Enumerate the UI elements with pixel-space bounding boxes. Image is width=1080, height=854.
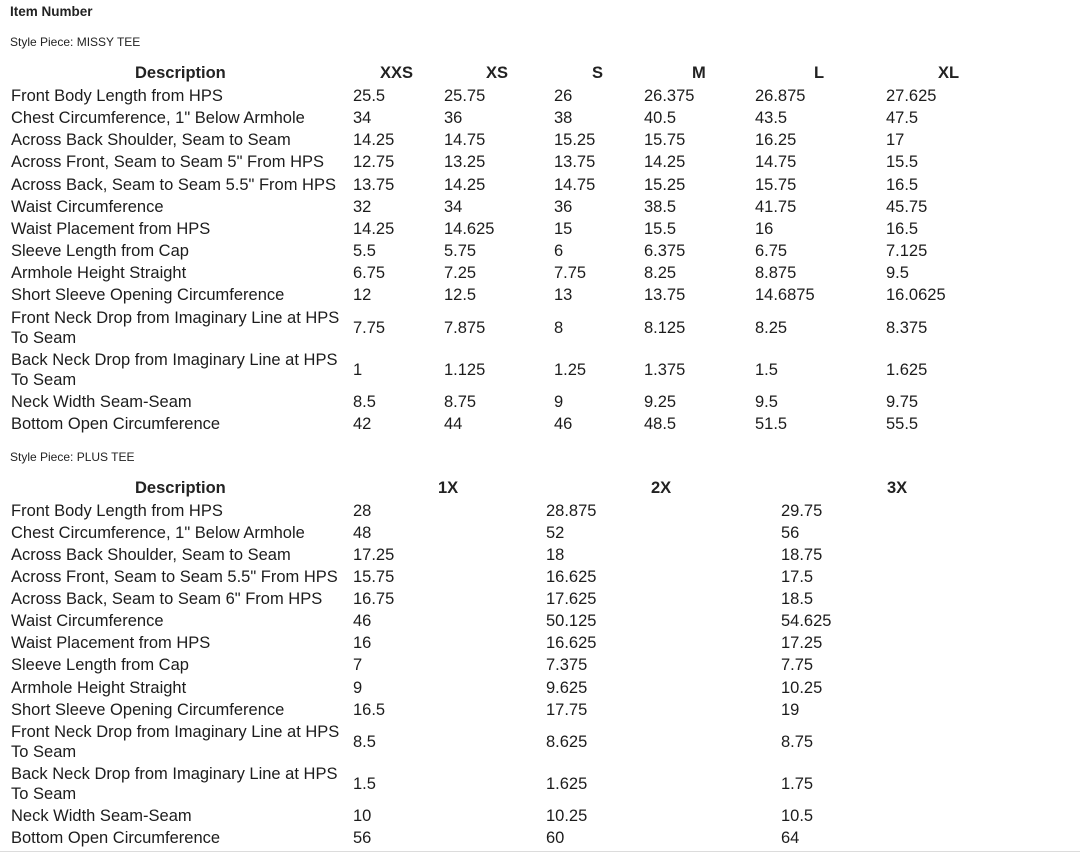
row-value: 56 (353, 829, 372, 847)
row-value: 15.75 (353, 568, 395, 586)
row-value: 12.75 (353, 153, 395, 171)
row-value: 15.75 (755, 176, 797, 194)
row-value: 14.75 (755, 153, 797, 171)
row-value: 1.375 (644, 361, 686, 379)
row-description: Waist Circumference (11, 612, 164, 630)
row-value: 1.625 (546, 775, 588, 793)
row-value: 9.5 (886, 264, 909, 282)
row-value: 6.75 (755, 242, 788, 260)
row-value: 36 (444, 109, 463, 127)
row-value: 27.625 (886, 87, 937, 105)
row-value: 15.25 (644, 176, 686, 194)
row-value: 60 (546, 829, 565, 847)
row-value: 34 (444, 198, 463, 216)
row-value: 5.5 (353, 242, 376, 260)
row-value: 8 (554, 319, 564, 337)
row-description: Front Neck Drop from Imaginary Line at HPS To Seam (11, 309, 340, 347)
row-value: 8.125 (644, 319, 686, 337)
row-value: 13.25 (444, 153, 486, 171)
row-value: 14.75 (554, 176, 596, 194)
row-value: 10.25 (781, 679, 823, 697)
row-value: 16.75 (353, 590, 395, 608)
row-value: 7.75 (554, 264, 587, 282)
row-value: 9.5 (755, 393, 778, 411)
row-description: Armhole Height Straight (11, 264, 187, 282)
row-value: 8.625 (546, 733, 588, 751)
missy-header-s: S (592, 64, 604, 82)
row-value: 1.5 (353, 775, 376, 793)
row-value: 41.75 (755, 198, 797, 216)
row-description: Front Body Length from HPS (11, 502, 223, 520)
row-value: 13 (554, 286, 573, 304)
row-value: 8.875 (755, 264, 797, 282)
row-value: 15.5 (644, 220, 677, 238)
row-description: Across Back Shoulder, Seam to Seam (11, 131, 291, 149)
plus-style-piece: Style Piece: PLUS TEE (10, 450, 135, 464)
row-value: 46 (554, 415, 573, 433)
row-value: 12 (353, 286, 372, 304)
row-value: 5.75 (444, 242, 477, 260)
row-value: 29.75 (781, 502, 823, 520)
row-value: 7.125 (886, 242, 928, 260)
row-value: 9.25 (644, 393, 677, 411)
row-description: Waist Circumference (11, 198, 164, 216)
row-description: Bottom Open Circumference (11, 829, 221, 847)
row-value: 14.25 (353, 131, 395, 149)
row-value: 13.75 (353, 176, 395, 194)
row-value: 1.5 (755, 361, 778, 379)
row-description: Neck Width Seam-Seam (11, 807, 192, 825)
row-value: 9 (353, 679, 363, 697)
row-value: 25.75 (444, 87, 486, 105)
row-value: 10.5 (781, 807, 814, 825)
row-value: 32 (353, 198, 372, 216)
row-description: Back Neck Drop from Imaginary Line at HPS To Seam (11, 765, 338, 803)
row-description: Sleeve Length from Cap (11, 656, 189, 674)
row-value: 48.5 (644, 415, 677, 433)
row-value: 12.5 (444, 286, 477, 304)
row-value: 1.75 (781, 775, 814, 793)
row-value: 26.375 (644, 87, 695, 105)
row-description: Front Neck Drop from Imaginary Line at HPS To Seam (11, 723, 340, 761)
row-value: 52 (546, 524, 565, 542)
row-value: 26 (554, 87, 573, 105)
row-value: 6.75 (353, 264, 386, 282)
row-value: 19 (781, 701, 800, 719)
row-value: 6 (554, 242, 564, 260)
row-value: 8.5 (353, 733, 376, 751)
row-value: 47.5 (886, 109, 919, 127)
row-value: 38 (554, 109, 573, 127)
row-value: 7.25 (444, 264, 477, 282)
row-value: 1.625 (886, 361, 928, 379)
row-value: 7.75 (353, 319, 386, 337)
row-value: 48 (353, 524, 372, 542)
missy-header-xs: XS (486, 64, 509, 82)
row-description: Across Back, Seam to Seam 5.5" From HPS (11, 176, 336, 194)
row-value: 13.75 (554, 153, 596, 171)
row-value: 9.625 (546, 679, 588, 697)
row-value: 1 (353, 361, 363, 379)
row-description: Neck Width Seam-Seam (11, 393, 192, 411)
row-description: Waist Placement from HPS (11, 220, 211, 238)
row-value: 6.375 (644, 242, 686, 260)
row-value: 16 (353, 634, 372, 652)
row-value: 17.75 (546, 701, 588, 719)
row-value: 15.25 (554, 131, 596, 149)
missy-header-xl: XL (938, 64, 960, 82)
row-value: 17.625 (546, 590, 597, 608)
row-description: Armhole Height Straight (11, 679, 187, 697)
row-description: Chest Circumference, 1" Below Armhole (11, 109, 305, 127)
row-description: Back Neck Drop from Imaginary Line at HPS To Seam (11, 351, 338, 389)
row-value: 16.5 (886, 220, 919, 238)
row-value: 55.5 (886, 415, 919, 433)
row-value: 51.5 (755, 415, 788, 433)
row-value: 16.625 (546, 634, 597, 652)
row-value: 26.875 (755, 87, 806, 105)
missy-header-description: Description (135, 64, 226, 82)
row-description: Bottom Open Circumference (11, 415, 221, 433)
row-value: 14.75 (444, 131, 486, 149)
row-description: Sleeve Length from Cap (11, 242, 189, 260)
row-value: 14.25 (353, 220, 395, 238)
row-value: 8.375 (886, 319, 928, 337)
row-value: 8.25 (644, 264, 677, 282)
row-description: Chest Circumference, 1" Below Armhole (11, 524, 305, 542)
row-value: 17.5 (781, 568, 814, 586)
row-value: 8.25 (755, 319, 788, 337)
row-value: 34 (353, 109, 372, 127)
missy-header-xxs: XXS (380, 64, 414, 82)
row-value: 43.5 (755, 109, 788, 127)
row-value: 64 (781, 829, 800, 847)
row-value: 15.5 (886, 153, 919, 171)
row-description: Waist Placement from HPS (11, 634, 211, 652)
row-value: 28 (353, 502, 372, 520)
row-value: 16.0625 (886, 286, 946, 304)
row-value: 10.25 (546, 807, 588, 825)
row-value: 18.75 (781, 546, 823, 564)
row-description: Across Front, Seam to Seam 5.5" From HPS (11, 568, 338, 586)
row-description: Short Sleeve Opening Circumference (11, 701, 285, 719)
plus-header-description: Description (135, 479, 226, 497)
row-value: 17 (886, 131, 905, 149)
plus-header-3x: 3X (887, 479, 908, 497)
row-value: 42 (353, 415, 372, 433)
row-value: 9 (554, 393, 564, 411)
row-value: 44 (444, 415, 463, 433)
row-value: 16.25 (755, 131, 797, 149)
row-value: 1.25 (554, 361, 587, 379)
row-value: 28.875 (546, 502, 597, 520)
row-description: Across Front, Seam to Seam 5" From HPS (11, 153, 325, 171)
bottom-divider (0, 851, 1080, 852)
row-value: 8.75 (781, 733, 814, 751)
row-description: Across Back Shoulder, Seam to Seam (11, 546, 291, 564)
row-value: 40.5 (644, 109, 677, 127)
row-value: 25.5 (353, 87, 386, 105)
row-value: 15.75 (644, 131, 686, 149)
row-description: Short Sleeve Opening Circumference (11, 286, 285, 304)
missy-header-m: M (692, 64, 706, 82)
row-value: 56 (781, 524, 800, 542)
row-value: 8.5 (353, 393, 376, 411)
row-value: 16.5 (353, 701, 386, 719)
row-value: 14.6875 (755, 286, 815, 304)
row-value: 50.125 (546, 612, 597, 630)
row-value: 14.625 (444, 220, 495, 238)
row-value: 18.5 (781, 590, 814, 608)
row-value: 16.625 (546, 568, 597, 586)
row-value: 13.75 (644, 286, 686, 304)
row-value: 17.25 (781, 634, 823, 652)
row-value: 54.625 (781, 612, 832, 630)
plus-header-2x: 2X (651, 479, 672, 497)
row-value: 9.75 (886, 393, 919, 411)
item-number-title: Item Number (10, 4, 93, 19)
row-value: 7.375 (546, 656, 588, 674)
row-value: 45.75 (886, 198, 928, 216)
row-description: Across Back, Seam to Seam 6" From HPS (11, 590, 323, 608)
row-value: 38.5 (644, 198, 677, 216)
missy-header-l: L (814, 64, 825, 82)
row-value: 36 (554, 198, 573, 216)
row-value: 8.75 (444, 393, 477, 411)
row-description: Front Body Length from HPS (11, 87, 223, 105)
row-value: 15 (554, 220, 573, 238)
row-value: 1.125 (444, 361, 486, 379)
plus-header-1x: 1X (438, 479, 459, 497)
row-value: 46 (353, 612, 372, 630)
row-value: 16.5 (886, 176, 919, 194)
row-value: 14.25 (644, 153, 686, 171)
row-value: 7 (353, 656, 363, 674)
missy-style-piece: Style Piece: MISSY TEE (10, 35, 141, 49)
row-value: 14.25 (444, 176, 486, 194)
row-value: 18 (546, 546, 565, 564)
row-value: 17.25 (353, 546, 395, 564)
row-value: 7.75 (781, 656, 814, 674)
row-value: 7.875 (444, 319, 486, 337)
row-value: 10 (353, 807, 372, 825)
row-value: 16 (755, 220, 774, 238)
